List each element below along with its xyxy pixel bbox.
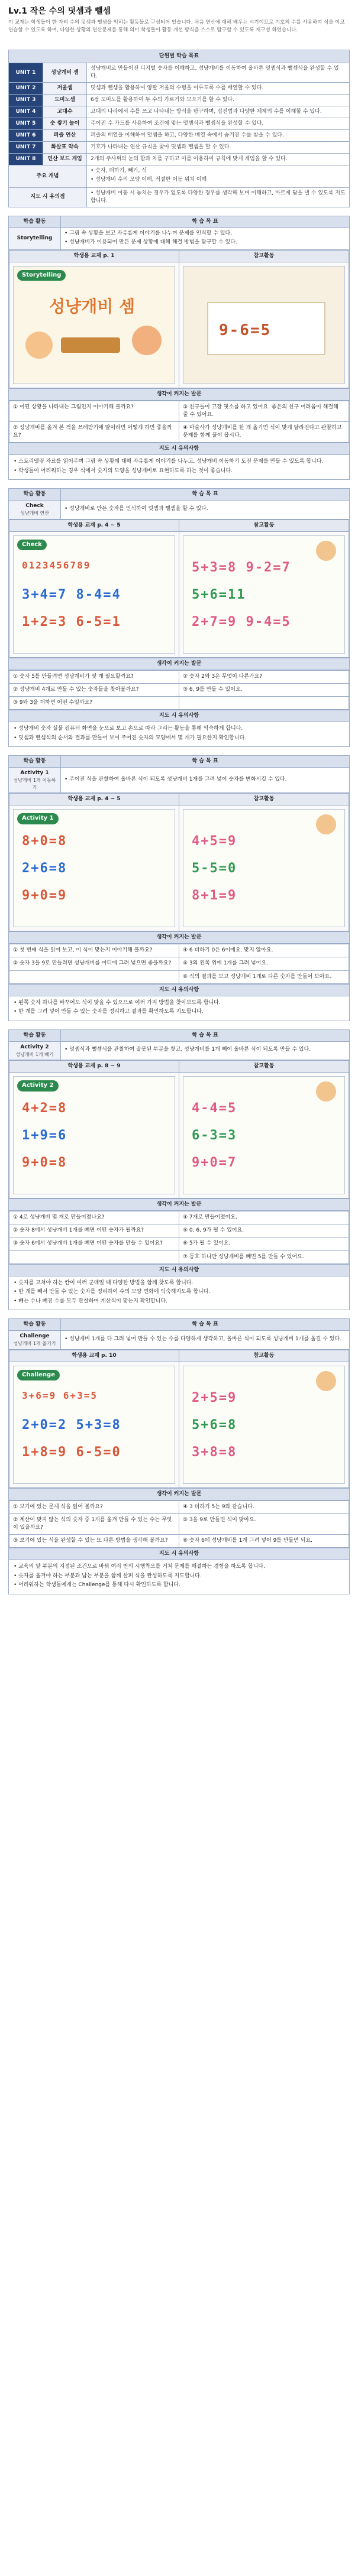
page-badge: Activity 2 <box>17 1080 59 1092</box>
storytelling-badge: Storytelling <box>17 270 66 281</box>
activity-section <box>8 1318 350 1594</box>
activity-name-cell <box>9 228 61 249</box>
questions-cell <box>9 670 350 710</box>
goals-cell <box>61 768 350 793</box>
unit-row <box>9 142 350 154</box>
unit-number: UNIT 7 <box>9 142 43 154</box>
textbook-label: 학생용 교재 p. 4 ~ 5 <box>9 794 179 805</box>
questions-table <box>9 670 349 710</box>
questions-title: 생각이 커지는 발문 <box>9 658 350 670</box>
activity-name: Activity 1 <box>20 770 49 777</box>
materials-cell <box>9 519 350 658</box>
unit-number: UNIT 6 <box>9 130 43 142</box>
activity-subtitle: 성냥개비 연산 <box>20 511 49 517</box>
questions-cell <box>9 400 350 443</box>
question-left: ① 4로 성냥개비 몇 개로 만들어졌나요? <box>9 1211 179 1224</box>
unit-description: 2개의 주사위의 눈의 합과 차를 구하고 이를 이용하여 규칙에 맞게 게임을 할 수 있다. <box>87 154 350 165</box>
page-badge: Activity 1 <box>17 813 59 824</box>
guide-title: 지도 시 유의사항 <box>9 1548 350 1560</box>
questions-table <box>9 944 349 983</box>
activity-column-header: 학습 활동 <box>9 216 61 228</box>
activity-column-header: 학습 활동 <box>9 1029 61 1041</box>
question-right: ③ 친구들이 고장 핏소를 하고 있어요. 좋은의 친구 어려움이 해결해 줄 수 있어요. <box>179 401 349 421</box>
textbook-image-cell <box>9 262 179 388</box>
page-title: Lv.1 작은 수의 덧셈과 뺄셈 <box>8 7 111 16</box>
question-right: ④ 3 더하기 5는 9와 같습니다. <box>179 1500 349 1513</box>
reference-label: 참고활동 <box>179 1350 349 1362</box>
note-line: • 왼쪽 숫자 하나를 바꾸어도 식이 맞을 수 있으므로 여러 가지 방법을 찾아보도록 합니다. <box>14 999 221 1006</box>
goal-line: • 성냥개비로 만든 숫자를 인식하여 덧셈과 뺄셈을 할 수 있다. <box>64 505 208 512</box>
materials-cell <box>9 793 350 932</box>
goal-line: • 그림 속 상황을 보고 자유롭게 이야기를 나누며 문제를 인식할 수 있다. <box>64 230 233 236</box>
materials-table <box>9 1350 349 1488</box>
question-right <box>179 696 349 709</box>
unit-number: UNIT 3 <box>9 95 43 106</box>
unit-name: 성냥개비 셈 <box>43 63 87 83</box>
question-left: ② 성냥개비 4개로 만들 수 있는 숫자들을 찾아볼까요? <box>9 683 179 696</box>
guide-title: 지도 시 유의사항 <box>9 443 350 455</box>
question-right: ④ 마술사가 성냥개비를 한 개 옮기면 식이 맞게 달라진다고 관찰하고 문제를 함께 풀어 봅시다. <box>179 421 349 442</box>
questions-title: 생각이 커지는 발문 <box>9 1199 350 1211</box>
guide-notes <box>9 1560 350 1594</box>
goal-line: • 성냥개비가 이용되어 만든 문제 상황에 대해 해결 방법을 탐구할 수 있다. <box>64 239 237 245</box>
reference-label: 참고활동 <box>179 1061 349 1073</box>
textbook-page-right <box>183 535 345 654</box>
unit-description: 성냥개비로 만들어진 디지털 숫자를 이해하고, 성냥개비를 이동하여 올바른 덧셈식과 뺄셈식을 완성할 수 있다. <box>87 63 350 83</box>
goal-column-header: 학 습 목 표 <box>61 756 350 768</box>
equation-left: 1+8=9 6-5=0 <box>22 1444 121 1460</box>
guide-notes <box>9 1276 350 1310</box>
textbook-image-cell <box>9 1362 179 1487</box>
reference-image <box>183 266 345 384</box>
goal-line: • 주어진 식을 관찰하여 올바른 식이 되도록 성냥개비 1개를 그려 넣어 숫자를 변화시킬 수 있다. <box>64 776 287 782</box>
goal-line: • 덧셈식과 뺄셈식을 관찰하여 잘못된 부분을 찾고, 성냥개비를 1개 빼어 올바른 식이 되도록 만들 수 있다. <box>64 1047 311 1053</box>
activity-name-cell <box>9 1331 61 1350</box>
materials-table <box>9 519 349 658</box>
question-right: ⑤ 3의 왼쪽 위에 1개를 그려 넣어요. <box>179 957 349 970</box>
equation-right: 6-3=3 <box>192 1128 237 1144</box>
note-line: • 성냥개비 숫자 실물 컴퓨터 화면을 눈으로 보고 손으로 따라 그리는 활동을 통해 익숙하게 합니다. <box>14 726 243 732</box>
unit-number: UNIT 1 <box>9 63 43 83</box>
materials-cell <box>9 1060 350 1199</box>
equation-left: 1+9=6 <box>22 1128 67 1144</box>
guide-text: • 성냥개비 이동 시 놓치는 경우가 없도록 다양한 경우를 생각해 보며 이해하고, 바르게 답을 낼 수 있도록 지도합니다. <box>87 187 350 207</box>
guide-notes <box>9 722 350 747</box>
question-left: ② 숫자 8에서 성냥개비 1개를 빼면 어떤 숫자가 될까요? <box>9 1224 179 1237</box>
character-illustration <box>316 814 336 834</box>
equation-right: 5+6=8 <box>192 1417 237 1432</box>
unit-description: 퍼즐의 배열을 이해하여 덧셈을 하고, 다양한 배열 속에서 숨겨진 수를 찾을 수 있다. <box>87 130 350 142</box>
textbook-label: 학생용 교재 p. 10 <box>9 1350 179 1362</box>
unit-description: 기호가 나타내는 연산 규칙을 찾아 덧셈과 뺄셈을 할 수 있다. <box>87 142 350 154</box>
guide-label: 지도 시 유의점 <box>9 187 87 207</box>
activity-section <box>8 1029 350 1311</box>
unit-description: 주어진 수 카드를 사용하여 조건에 맞는 덧셈식과 뺄셈식을 완성할 수 있다. <box>87 118 350 130</box>
question-left: ① 첫 번째 식을 읽어 보고, 이 식이 맞는지 이야기해 볼까요? <box>9 944 179 957</box>
question-right: ⑥ 숫자 6에 성냥개비를 1개 그려 넣어 9를 만들면 되요. <box>179 1535 349 1548</box>
matchstick-equation: 9-6=5 <box>219 321 272 339</box>
activity-name: Check <box>25 503 44 509</box>
activity-name-cell <box>9 501 61 519</box>
question-right: ② 숫자 2와 3은 무엇이 다른가요? <box>179 670 349 683</box>
activity-section <box>8 216 350 480</box>
concepts-cell <box>87 165 350 187</box>
unit-number: UNIT 5 <box>9 118 43 130</box>
question-left: ③ 숫자 6에서 성냥개비 1개를 빼면 어떤 숫자를 만들 수 있어요? <box>9 1237 179 1250</box>
unit-goals-table <box>8 50 350 207</box>
equation-left: 3+6=9 6+3=5 <box>22 1389 98 1401</box>
question-left: ② 계산이 맞지 않는 식의 숫자 중 1개를 옮겨 만들 수 있는 수는 무엇이 있을까요? <box>9 1513 179 1534</box>
question-right: ⑥ 5가 될 수 있어요. <box>179 1237 349 1250</box>
questions-cell <box>9 944 350 984</box>
guide-title: 지도 시 유의사항 <box>9 1264 350 1276</box>
questions-table <box>9 1500 349 1548</box>
note-line: • 숫자를 옮겨야 하는 부분과 남는 부분을 함께 살펴 식을 완성하도록 지도합니다. <box>14 1573 202 1579</box>
concept-line: • 숫자, 더하기, 빼기, 식 <box>91 168 147 174</box>
guide-title: 지도 시 유의사항 <box>9 710 350 722</box>
unit-name: 고대수 <box>43 106 87 118</box>
question-left: ② 성냥개비를 옮겨 본 적을 쓰레받기에 말이라면 어떻게 하면 좋을까요? <box>9 421 179 442</box>
equation-left: 2+6=8 <box>22 861 67 876</box>
activity-column-header: 학습 활동 <box>9 1319 61 1331</box>
activity-column-header: 학습 활동 <box>9 489 61 501</box>
unit-number: UNIT 8 <box>9 154 43 165</box>
reference-image-cell <box>179 1362 349 1487</box>
activity-subtitle: 성냥개비 1개 빼기 <box>15 1051 54 1057</box>
concepts-label: 주요 개념 <box>9 165 87 187</box>
questions-table <box>9 401 349 443</box>
textbook-image-cell <box>9 531 179 657</box>
equation-left: 2+0=2 5+3=8 <box>22 1417 121 1432</box>
goal-column-header: 학 습 목 표 <box>61 216 350 228</box>
unit-name: 도미노셈 <box>43 95 87 106</box>
equation-right: 2+7=9 9-4=5 <box>192 614 291 629</box>
character-illustration <box>316 1371 336 1391</box>
equation-right: 4-4=5 <box>192 1101 237 1116</box>
note-line: • 한 개를 빼서 만들 수 있는 숫자를 정리하여 수의 모양 변화에 익숙해지도록 합니다. <box>14 1289 211 1295</box>
questions-title: 생각이 커지는 발문 <box>9 1488 350 1500</box>
note-line: • 한 개를 그려 넣어 만들 수 있는 숫자를 정리하고 결과를 확인하도록 지도합니다. <box>14 1009 204 1015</box>
note-line: • 교육의 앞 부분의 지정된 조건으로 바꿔 여러 번의 시행착오를 거쳐 문제를 해결하는 경험을 하도록 합니다. <box>14 1564 265 1570</box>
question-left: ② 숫자 3을 9로 만들려면 성냥개비를 어디에 그려 넣으면 좋을까요? <box>9 957 179 970</box>
equation-right: 5-5=0 <box>192 861 237 876</box>
textbook-page-left <box>13 1076 175 1194</box>
questions-title: 생각이 커지는 발문 <box>9 388 350 400</box>
reference-image-cell <box>179 805 349 931</box>
reference-label: 참고활동 <box>179 794 349 805</box>
activity-sections <box>0 216 358 1594</box>
note-line: • 덧셈과 뺄셈식의 순서와 결과를 만들어 보며 주어진 숫자의 모양에서 몇 개가 필요한지 확인합니다. <box>14 735 247 741</box>
textbook-label: 학생용 교재 p. 8 ~ 9 <box>9 1061 179 1073</box>
textbook-page-left <box>13 535 175 654</box>
concept-line: • 성냥개비 수의 모양 이해, 적절한 이동 위치 이해 <box>91 177 207 183</box>
equation-left: 9+0=9 <box>22 888 67 904</box>
guide-notes <box>9 455 350 480</box>
activity-name: Challenge <box>20 1333 50 1340</box>
guide-notes <box>9 996 350 1021</box>
unit-row <box>9 83 350 95</box>
activity-column-header: 학습 활동 <box>9 756 61 768</box>
questions-title: 생각이 커지는 발문 <box>9 932 350 944</box>
character-illustration <box>316 541 336 561</box>
page-badge: Challenge <box>17 1370 60 1381</box>
equation-left: 8+0=8 <box>22 834 67 849</box>
question-right: ⑥ 식의 결과를 보고 성냥개비 1개로 다른 숫자를 만들어 보아요. <box>179 970 349 983</box>
reference-label: 참고활동 <box>179 250 349 262</box>
activity-section <box>8 488 350 747</box>
questions-cell <box>9 1211 350 1264</box>
activity-section <box>8 755 350 1021</box>
question-right: ⑦ 등호 하나만 성냥개비를 빼면 5를 만들 수 있어요. <box>179 1250 349 1263</box>
unit-description: 덧셈과 뺄셈을 활용하여 양팔 저울의 수평을 이루도록 수를 배열할 수 있다. <box>87 83 350 95</box>
note-line: • 숫자를 고쳐야 하는 칸이 여러 군데일 때 다양한 방법을 함께 찾도록 합니다. <box>14 1279 193 1286</box>
textbook-page-right <box>183 1366 345 1484</box>
question-left <box>9 1250 179 1263</box>
goal-column-header: 학 습 목 표 <box>61 1319 350 1331</box>
materials-table <box>9 793 349 931</box>
unit-row <box>9 118 350 130</box>
unit-number: UNIT 2 <box>9 83 43 95</box>
textbook-label: 학생용 교재 p. 1 <box>9 250 179 262</box>
unit-row <box>9 95 350 106</box>
question-left: ① 숫자 5를 만들려면 성냥개비가 몇 개 필요할까요? <box>9 670 179 683</box>
unit-row <box>9 130 350 142</box>
questions-cell <box>9 1500 350 1548</box>
activity-name: Storytelling <box>17 235 53 242</box>
character-illustration <box>316 1081 336 1102</box>
unit-rows <box>9 63 350 165</box>
unit-name: 숫 쌓기 놀이 <box>43 118 87 130</box>
equation-left: 9+0=8 <box>22 1155 67 1171</box>
goal-line: • 성냥개비 1개를 다 그려 넣어 만들 수 있는 수를 다양하게 생각하고, 올바른 식이 되도록 성냥개비 1개를 옮길 수 있다. <box>64 1336 342 1342</box>
equation-right: 5+6=11 <box>192 587 246 602</box>
unit-name: 저울셈 <box>43 83 87 95</box>
textbook-cover <box>13 266 175 384</box>
question-right: ④ 7개로 만들어졌어요. <box>179 1211 349 1224</box>
reference-image-cell <box>179 262 349 388</box>
unit-row <box>9 106 350 118</box>
unit-table-title: 단원별 학습 목표 <box>9 50 350 63</box>
page-badge: Check <box>17 540 47 551</box>
book-title: 성냥개비 셈 <box>49 296 135 316</box>
reference-image-cell <box>179 531 349 657</box>
note-line: • 어려워하는 학생들에게는 Challenge를 통해 다시 확인하도록 합니다. <box>14 1582 180 1589</box>
textbook-page-right <box>183 1076 345 1194</box>
unit-row <box>9 154 350 165</box>
question-left: ③ 9와 3을 더하면 어떤 수일까요? <box>9 696 179 709</box>
reference-image-cell <box>179 1073 349 1198</box>
textbook-page-left <box>13 1366 175 1484</box>
unit-name: 퍼즐 연산 <box>43 130 87 142</box>
textbook-page-right <box>183 809 345 927</box>
materials-cell <box>9 249 350 388</box>
activity-subtitle: 성냥개비 1개 이동하기 <box>13 778 56 790</box>
materials-cell <box>9 1349 350 1488</box>
boy-illustration <box>25 332 53 359</box>
questions-table <box>9 1211 349 1263</box>
equation-right: 8+1=9 <box>192 888 237 904</box>
goals-cell <box>61 1041 350 1060</box>
reference-label: 참고활동 <box>179 519 349 531</box>
equation-left: 4+2=8 <box>22 1101 67 1116</box>
unit-row <box>9 63 350 83</box>
activity-name: Activity 2 <box>20 1044 49 1050</box>
equation-right: 2+5=9 <box>192 1390 237 1405</box>
goals-cell <box>61 501 350 519</box>
goal-column-header: 학 습 목 표 <box>61 489 350 501</box>
goals-cell <box>61 1331 350 1350</box>
unit-name: 화살표 약속 <box>43 142 87 154</box>
question-right: ③ 6, 9를 만들 수 있어요. <box>179 683 349 696</box>
unit-number: UNIT 4 <box>9 106 43 118</box>
equation-right: 5+3=8 9-2=7 <box>192 560 291 575</box>
question-left: ① 어떤 상황을 나타내는 그림인지 이야기해 볼까요? <box>9 401 179 421</box>
textbook-label: 학생용 교재 p. 4 ~ 5 <box>9 519 179 531</box>
materials-table <box>9 250 349 388</box>
unit-description: 6점 도미노를 활용하여 두 수의 가르기와 모으기를 할 수 있다. <box>87 95 350 106</box>
textbook-image-cell <box>9 805 179 931</box>
equation-left: 0123456789 <box>22 559 91 571</box>
equation-left: 1+2=3 6-5=1 <box>22 614 121 629</box>
question-right: ⑤ 0, 6, 9가 될 수 있어요. <box>179 1224 349 1237</box>
note-line: • 학생들이 어려워하는 경우 식에서 숫자의 모양을 성냥개비로 표현하도록 하는 것이 좋습니다. <box>14 467 233 474</box>
equation-right: 4+5=9 <box>192 834 237 849</box>
unit-name: 연산 보드 게임 <box>43 154 87 165</box>
intro-paragraph: 이 교재는 학생들이 한 자리 수의 덧셈과 뺄셈을 익히는 활동들로 구성되어 있습니다. 처음 연산에 대해 배우는 시기이므로 기호의 수를 사용하여 식을 이고 연습할 수 있도록 하며, 다양한 상황의 연산문제를 통해 의미 학생들이 활동 개선 방식을 스스로 탐구할 수 있도록 재구성 하였습니다. <box>8 20 345 33</box>
question-left: ③ 보기에 있는 식을 완성할 수 있는 또 다른 방법을 생각해 볼까요? <box>9 1535 179 1548</box>
note-line: • 스토리텔링 자료를 읽어주며 그림 속 상황에 대해 자유롭게 이야기를 나누고, 성냥개비 이동하기 도전 문제를 만들 수 있도록 합니다. <box>14 459 324 465</box>
note-line: • 빼는 수나 빼진 수를 모두 관찰하여 계산식이 맞는지 확인합니다. <box>14 1298 167 1304</box>
question-right: ④ 6 더하기 0은 6이에요. 맞지 않아요. <box>179 944 349 957</box>
equation-right: 3+8=8 <box>192 1444 237 1460</box>
goals-cell <box>61 228 350 249</box>
question-left: ① 보기에 있는 문제 식을 읽어 볼까요? <box>9 1500 179 1513</box>
activity-subtitle: 성냥개비 1개 옮기기 <box>13 1341 56 1347</box>
question-right: ⑤ 3을 9로 만들면 식이 맞아요. <box>179 1513 349 1534</box>
girl-illustration <box>132 326 162 355</box>
materials-table <box>9 1060 349 1198</box>
matchbox-illustration <box>61 337 120 353</box>
textbook-image-cell <box>9 1073 179 1198</box>
guide-title: 지도 시 유의사항 <box>9 984 350 996</box>
activity-name-cell <box>9 1041 61 1060</box>
equation-left: 3+4=7 8-4=4 <box>22 587 121 602</box>
equation-right: 9+0=7 <box>192 1155 237 1171</box>
goal-column-header: 학 습 목 표 <box>61 1029 350 1041</box>
unit-description: 고대의 나라에서 수를 쓰고 나타내는 방식을 탐구하며, 십진법과 다양한 체계의 수를 이해할 수 있다. <box>87 106 350 118</box>
textbook-page-left <box>13 809 175 927</box>
activity-name-cell <box>9 768 61 793</box>
question-left <box>9 970 179 983</box>
